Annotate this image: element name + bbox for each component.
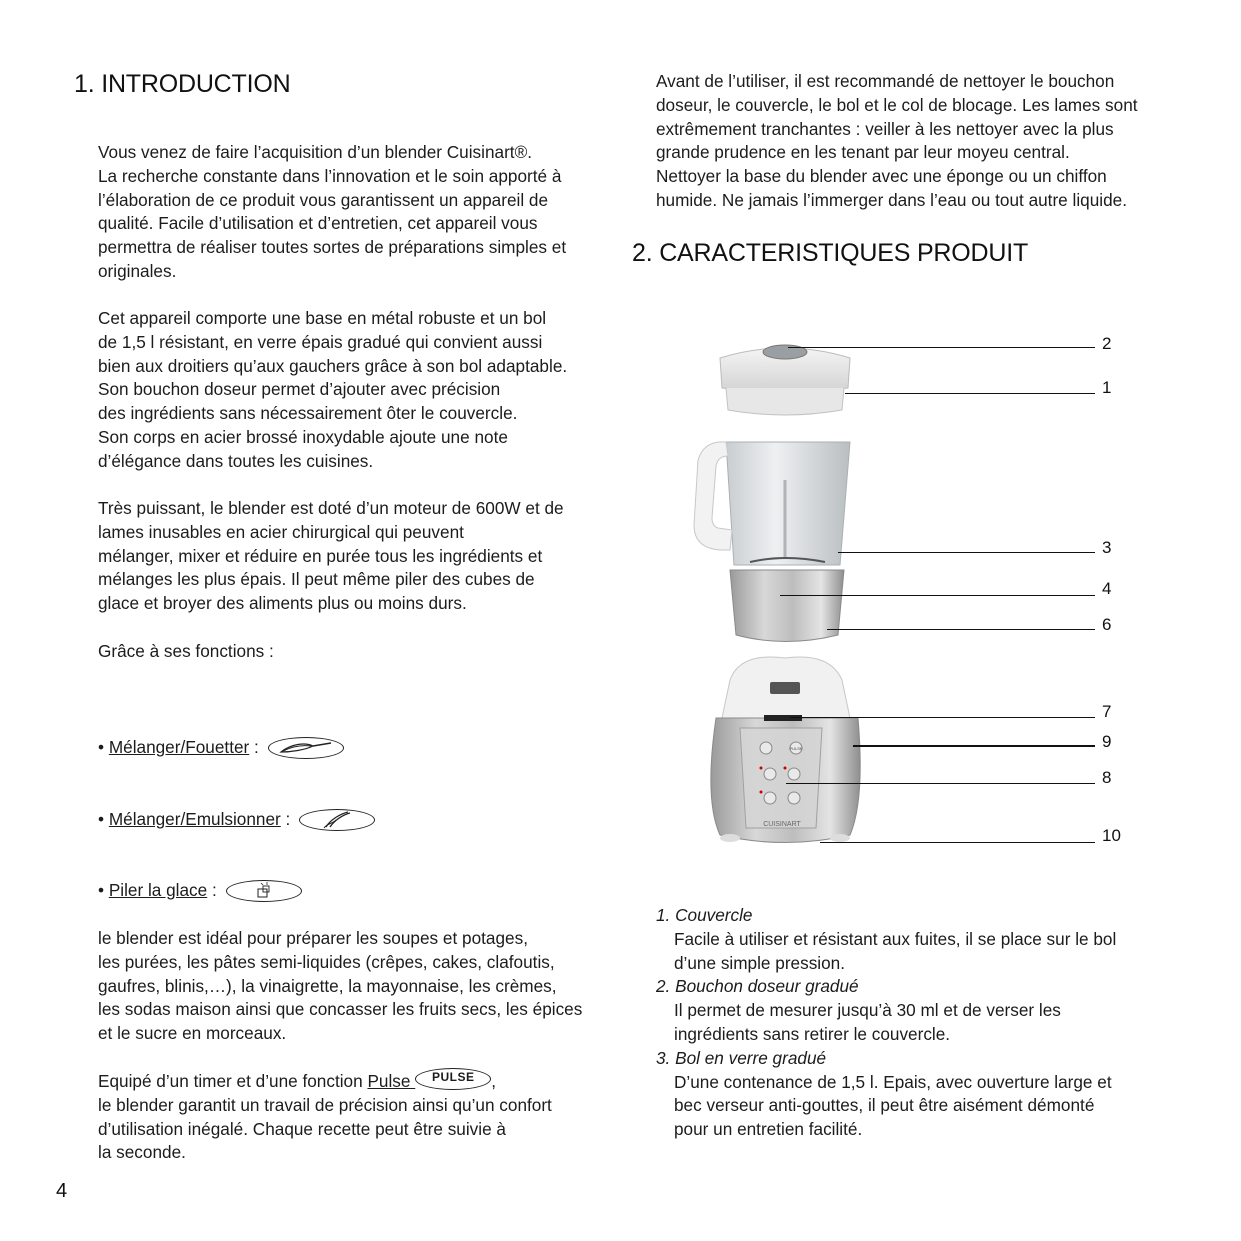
pulse-label: Pulse <box>367 1071 411 1091</box>
callout-10: 10 <box>1102 826 1121 845</box>
intro-paragraph-3: Très puissant, le blender est doté d’un moteur de 600W et de lames inusables en acier chirurgical qui peuvent mélanger, mixer et réduire en purée tous les ingrédients et mélanges les plus épais. Il peut même piler des cubes de glace et broyer des aliments plus ou moins durs. <box>98 498 564 614</box>
callout-6: 6 <box>1102 615 1112 634</box>
callout-2: 2 <box>1102 334 1112 353</box>
page-number: 4 <box>56 1180 68 1202</box>
features-heading: 2. CARACTERISTIQUES PRODUIT <box>632 239 1029 267</box>
callout-8: 8 <box>1102 768 1112 787</box>
function-item-whisk: • Mélanger/Fouetter : <box>98 735 344 759</box>
emulsify-icon <box>299 809 375 831</box>
callout-line-8 <box>786 783 1095 784</box>
callout-line-10 <box>820 842 1095 843</box>
callout-line-2 <box>788 347 1095 348</box>
cleaning-paragraph: Avant de l’utiliser, il est recommandé de nettoyer le bouchon doseur, le couvercle, le bol et le col de blocage. Les lames sont extrêmement tranchantes : veiller à les nettoyer avec la plus grande prudence en les tenant par leur moyeu central. Nettoyer la base du blender avec une éponge ou un chiffon humide. Ne jamais l’immerger dans l’eau ou tout autre liquide. <box>656 71 1138 210</box>
parts-list <box>656 904 1116 1142</box>
glass-jar-part <box>694 442 850 565</box>
whisk-icon <box>268 737 344 759</box>
callout-7: 7 <box>1102 702 1112 721</box>
callout-line-4 <box>780 595 1095 596</box>
callout-line-7 <box>790 717 1095 718</box>
pulse-button-icon: PULSE <box>415 1068 491 1090</box>
list-item: 3. Bol en verre gradué D’une contenance de 1,5 l. Epais, avec ouverture large et bec verseur anti-gouttes, il peut être aisément démonté pour un entretien facilité. <box>656 1047 1112 1140</box>
function-label-emulsify: Mélanger/Emulsionner <box>108 809 281 829</box>
callout-3: 3 <box>1102 538 1112 557</box>
list-item: 2. Bouchon doseur gradué Il permet de mesurer jusqu’à 30 ml et de verser les ingrédients sans retirer le couvercle. <box>656 976 1061 1044</box>
callout-9: 9 <box>1102 732 1112 751</box>
intro-heading: 1. INTRODUCTION <box>74 70 291 98</box>
intro-paragraph-4: le blender est idéal pour préparer les soupes et potages, les purées, les pâtes semi-liquides (crêpes, cakes, clafoutis, gaufres, blinis,…), la vinaigrette, la mayonnaise, les crèmes, les sodas maison ainsi que concasser les fruits secs, les épices et le sucre en morceaux. <box>98 928 583 1044</box>
function-item-emulsify: • Mélanger/Emulsionner : <box>98 807 375 831</box>
function-label-ice: Piler la glace <box>108 880 208 900</box>
function-item-ice: • Piler la glace : <box>98 878 302 902</box>
callout-1: 1 <box>1102 378 1112 397</box>
intro-paragraph-5: Equipé d’un timer et d’une fonction Pulse PULSE , le blender garantit un travail de précision ainsi qu’un confort d’utilisation inégalé. Chaque recette peut être suivie à la seconde. <box>98 1070 552 1163</box>
callout-line-3 <box>838 552 1095 553</box>
brand-plate: CUISINART <box>763 821 801 828</box>
function-label-whisk: Mélanger/Fouetter <box>108 737 250 757</box>
list-item: 1. Couvercle Facile à utiliser et résistant aux fuites, il se place sur le bol d’une simple pression. <box>656 905 1117 973</box>
functions-intro: Grâce à ses fonctions : <box>98 641 274 661</box>
callout-line-9 <box>853 745 1095 747</box>
callout-line-6 <box>827 629 1095 630</box>
ice-crush-icon <box>226 880 302 902</box>
control-panel <box>740 728 822 828</box>
intro-paragraph-2: Cet appareil comporte une base en métal robuste et un bol de 1,5 l résistant, en verre épais gradué qui convient aussi bien aux droitiers qu’aux gauchers grâce à son bol adaptable. Son bouchon doseur permet d’ajouter avec précision des ingrédients sans nécessairement ôter le couvercle. Son corps en acier brossé inoxydable ajoute une note d’élégance dans toutes les cuisines. <box>98 308 568 471</box>
base-button-label: PULSE <box>789 746 803 751</box>
intro-paragraph-1: Vous venez de faire l’acquisition d’un blender Cuisinart®. La recherche constante dans l’innovation et le soin apporté à l’élaboration de ce produit vous garantissent un appareil de qualité. Facile d’utilisation et d’entretien, cet appareil vous permettra de réaliser toutes sortes de préparations simples et originales. <box>98 142 567 281</box>
callout-line-1 <box>845 393 1095 394</box>
callout-4: 4 <box>1102 579 1112 598</box>
lid-part <box>720 345 850 415</box>
jar-collar-part <box>730 570 844 642</box>
